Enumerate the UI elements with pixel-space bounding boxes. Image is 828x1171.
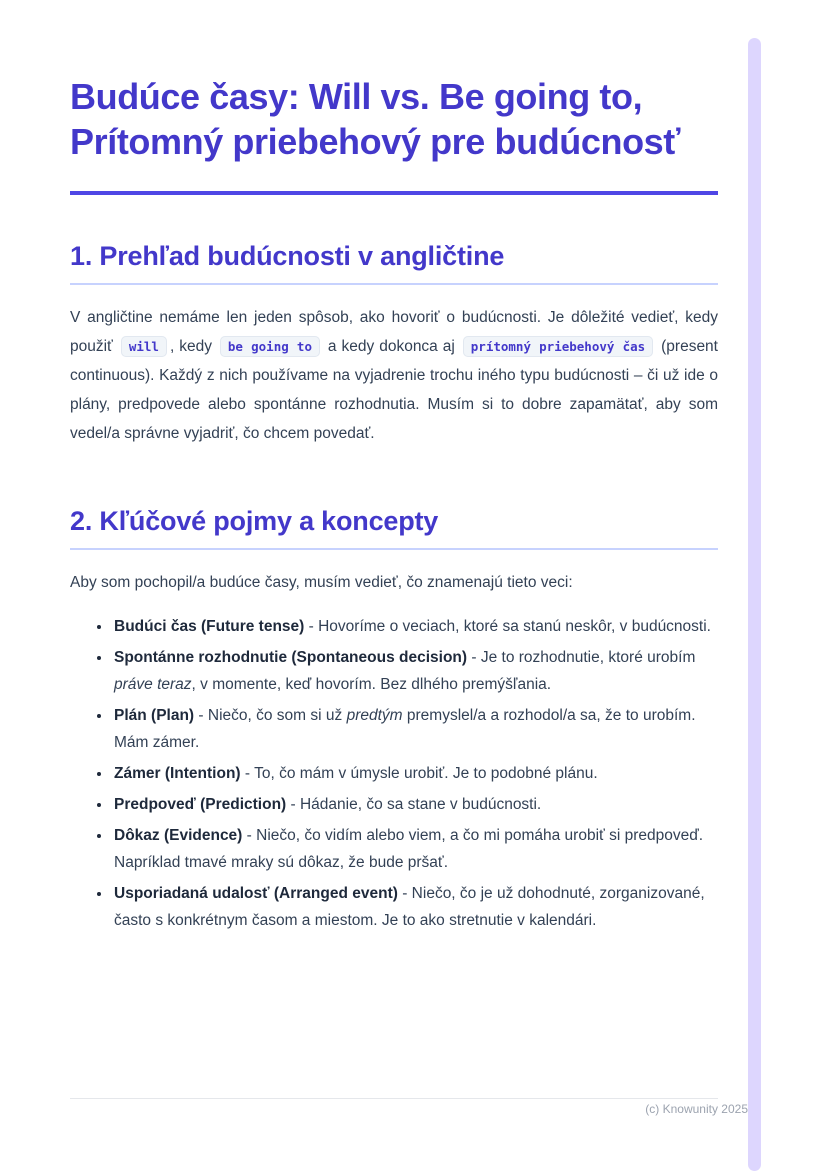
section-1-heading: 1. Prehľad budúcnosti v angličtine [70, 239, 718, 285]
term-description: - Hádanie, čo sa stane v budúcnosti. [286, 795, 542, 813]
term-description: - Je to rozhodnutie, ktoré urobím [467, 648, 696, 666]
page-title: Budúce časy: Will vs. Be going to, Prítomný priebehový pre budúcnosť [70, 76, 681, 163]
copyright-text: (c) Knowunity 2025 [645, 1102, 748, 1116]
document-content [70, 0, 718, 938]
inline-code-be-going-to: be going to [220, 336, 320, 357]
section-2-intro: Aby som pochopil/a budúce časy, musím vedieť, čo znamenajú tieto veci: [70, 573, 573, 591]
term: Dôkaz (Evidence) [114, 826, 243, 844]
list-item [112, 880, 718, 934]
term-description: - Niečo, čo som si už [194, 706, 347, 724]
emphasis: práve teraz [114, 675, 192, 693]
term-description: premyslel/a a rozhodol/a sa, že to urobím. Mám zámer. [114, 706, 696, 751]
list-item [112, 613, 718, 640]
term-description: , v momente, keď hovorím. Bez dlhého premýšľania. [191, 675, 552, 693]
concept-list [70, 613, 718, 934]
paragraph-text: a kedy dokonca aj [322, 337, 460, 355]
paragraph-text: V angličtine nemáme len jeden spôsob, ako hovoriť o budúcnosti. Je dôležité vedieť, kedy použiť [70, 308, 718, 355]
inline-code-pritomny-priebehovy-cas: prítomný priebehový čas [463, 336, 653, 357]
list-item [112, 702, 718, 756]
term: Plán (Plan) [114, 706, 195, 724]
term: Usporiadaná udalosť (Arranged event) [114, 884, 398, 902]
list-item [112, 791, 718, 818]
section-1-paragraph [70, 303, 718, 448]
list-item [112, 644, 718, 698]
section-2-heading: 2. Kľúčové pojmy a koncepty [70, 504, 718, 550]
term-description: - Niečo, čo vidím alebo viem, a čo mi pomáha urobiť si predpoveď. Napríklad tmavé mraky sú dôkaz, že bude pršať. [114, 826, 704, 871]
section-concepts [70, 504, 718, 934]
list-item [112, 760, 718, 787]
term: Predpoveď (Prediction) [114, 795, 287, 813]
term: Budúci čas (Future tense) [114, 617, 305, 635]
term-description: - Hovoríme o veciach, ktoré sa stanú neskôr, v budúcnosti. [304, 617, 711, 635]
scrollbar-thumb[interactable] [748, 38, 761, 1171]
paragraph-text: , kedy [169, 337, 217, 355]
paragraph-text: (present continuous). Každý z nich používame na vyjadrenie trochu iného typu budúcnosti – či už ide o plány, predpovede alebo spontánne rozhodnutia. Musím si to dobre zapamätať, aby som vedel/a správne vyjadriť, čo chcem povedať. [70, 337, 718, 442]
footer-divider [70, 1098, 718, 1099]
list-item [112, 822, 718, 876]
emphasis: predtým [346, 706, 403, 724]
term: Spontánne rozhodnutie (Spontaneous decision) [114, 648, 468, 666]
title-divider [70, 191, 718, 195]
inline-code-will: will [121, 336, 167, 357]
term: Zámer (Intention) [114, 764, 241, 782]
section-overview [70, 239, 718, 448]
term-description: - Niečo, čo je už dohodnuté, zorganizované, často s konkrétnym časom a miestom. Je to ako stretnutie v kalendári. [114, 884, 705, 929]
term-description: - To, čo mám v úmysle urobiť. Je to podobné plánu. [240, 764, 598, 782]
